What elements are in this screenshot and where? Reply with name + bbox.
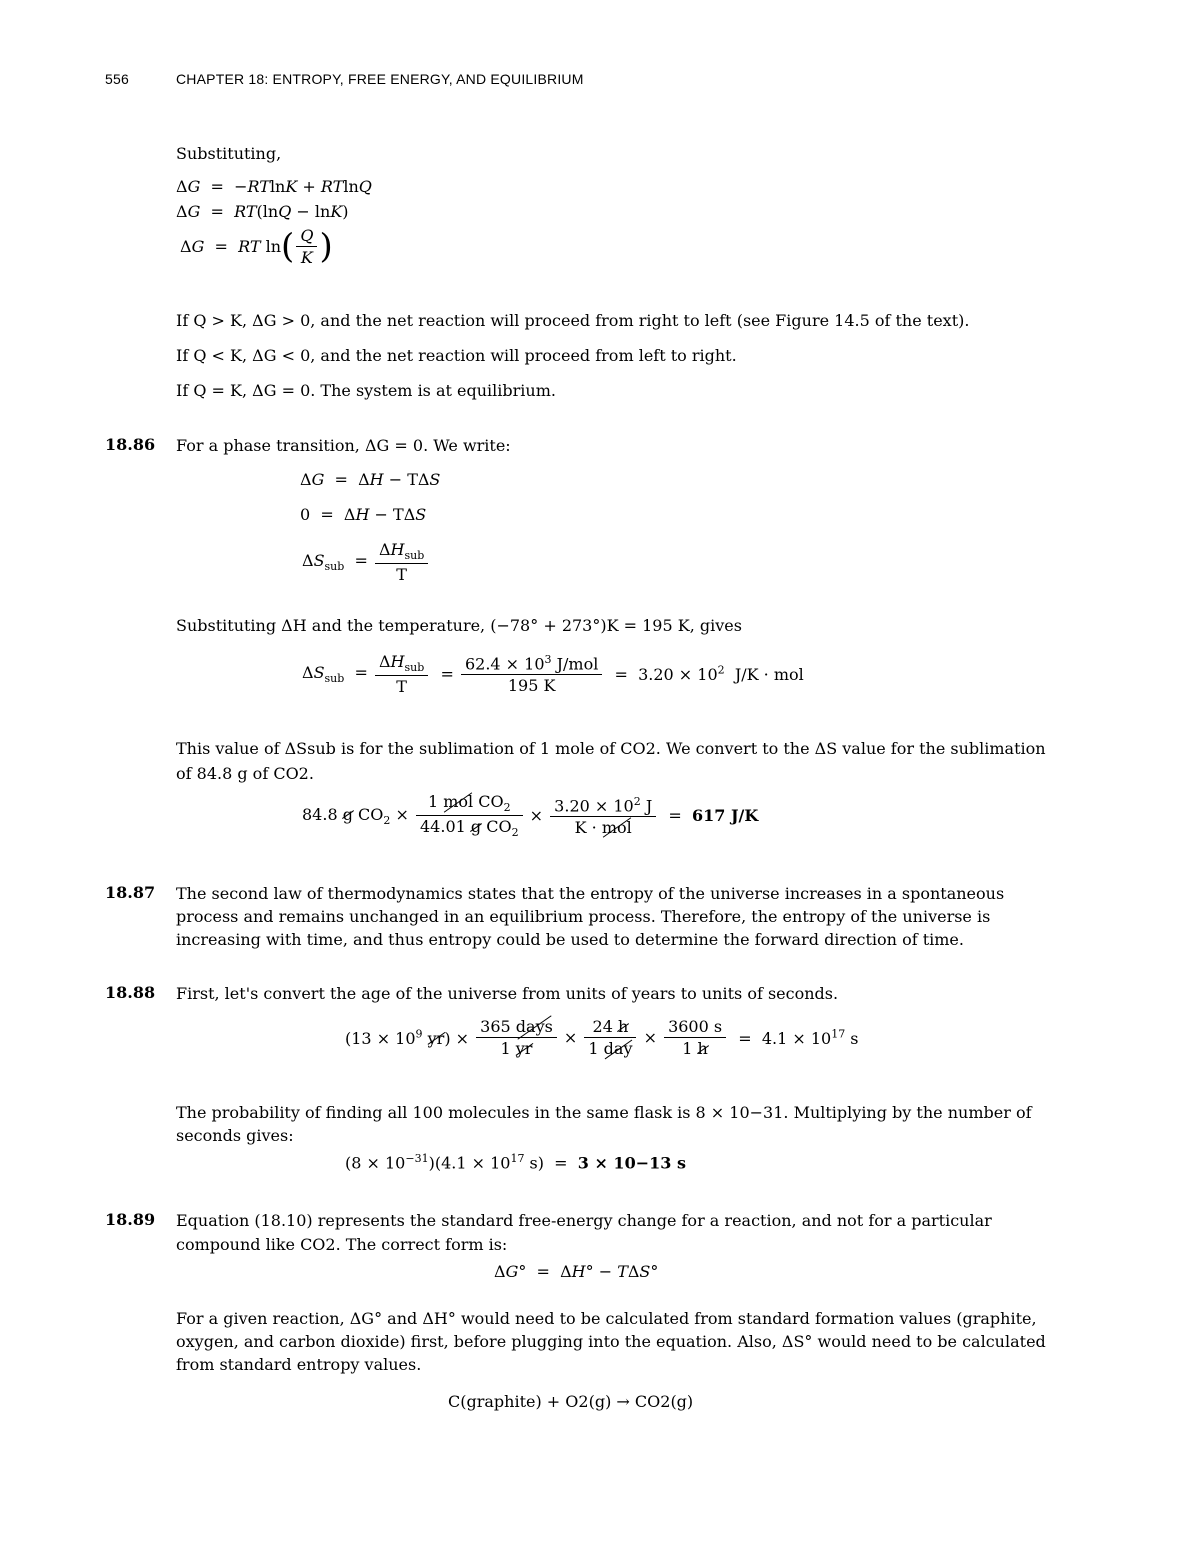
age-conversion-text: First, let's convert the age of the universe from units of years to units of seconds.: [176, 984, 839, 1003]
value-note-line2: of 84.8 g of CO2.: [176, 764, 314, 783]
answer-1886: 617 J/K: [691, 806, 759, 826]
probability-text: The probability of finding all 100 molecules in the same flask is 8 × 10−31. Multiplying by the number of seconds gives:: [176, 1103, 1032, 1145]
problem-number-1887: 18.87: [105, 883, 156, 902]
equation-zero: 0 = ΔH − TΔS: [300, 505, 427, 524]
equation-standard-free-energy: ΔG° = ΔH° − TΔS°: [494, 1262, 659, 1281]
condition-q-less: If Q < K, ΔG < 0, and the net reaction will proceed from left to right.: [176, 346, 737, 365]
second-law-text: The second law of thermodynamics states that the entropy of the universe increases in a spontaneous process and remains unchanged in an equilibrium process. Therefore, the entropy of the universe is increasing with time, and thus entropy could be used to determine the forward direction of time.: [176, 884, 1005, 949]
equation-1810-text: Equation (18.10) represents the standard free-energy change for a reaction, and not for a particular compound like CO2. The correct form is:: [176, 1211, 992, 1254]
equation-dssub: $\Delta S_{sub}$ = $\frac{\Delta H_{sub}}{T}$: [302, 540, 430, 584]
condition-q-greater: If Q > K, ΔG > 0, and the net reaction will proceed from right to left (see Figure 14.5 of the text).: [176, 311, 970, 330]
equation-dg-3: ΔG = RT ln( $\frac{Q}{K}$ ): [180, 226, 333, 267]
equation-dssub-value: $\Delta S_{sub}$ = $\frac{\Delta H_{sub}}{T}$ = $\frac{62.4 \times 10^3 J/mol}{195 K}$ = $3.20 \times 10^2$ J/K · mol: [302, 652, 804, 697]
equation-conversion-co2: 84.8 g $CO_2$ × $\frac{1 mol CO_2}{44.01 g CO_2}$ × $\frac{3.20 \times 10^2 J}{\text{K · mol}}$ = 617 J/K: [302, 792, 759, 840]
chapter-title: CHAPTER 18: ENTROPY, FREE ENERGY, AND EQUILIBRIUM: [176, 71, 584, 87]
given-reaction-text: For a given reaction, ΔG° and ΔH° would need to be calculated from standard formation values (graphite, oxygen, and carbon dioxide) first, before plugging into the equation. Also, ΔS° would need to be calculated from standard entropy values.: [176, 1309, 1046, 1374]
substituting-temperature-text: Substituting ΔH and the temperature, (−78° + 273°)K = 195 K, gives: [176, 616, 742, 635]
reaction-equation: C(graphite) + O2(g) → CO2(g): [448, 1392, 694, 1411]
problem-number-1889: 18.89: [105, 1210, 156, 1229]
condition-q-equal: If Q = K, ΔG = 0. The system is at equilibrium.: [176, 381, 556, 400]
phase-transition-text: For a phase transition, ΔG = 0. We write:: [176, 436, 511, 455]
problem-number-1888: 18.88: [105, 983, 156, 1002]
equation-gibbs: ΔG = ΔH − TΔS: [300, 470, 441, 489]
value-note-line1: This value of ΔSsub is for the sublimation of 1 mole of CO2. We convert to the ΔS value for the sublimation: [176, 739, 1046, 758]
equation-age-seconds: ($13 \times 10^9$ yr) × $\frac{\text{365 days}}{1 yr}$ × $\frac{24 h}{\text{1 day}}$ × $\frac{3600 s}{1 h}$ = $4.1 \times 10^{17}$ s: [345, 1017, 859, 1058]
equation-probability: $(8 \times 10^{-31})(4.1 \times 10^{17}$ s) = 3 × 10−13 s: [345, 1152, 686, 1173]
answer-1888: 3 × 10−13 s: [577, 1153, 686, 1173]
equation-dg-1: ΔG = −RTlnK + RTlnQ: [176, 177, 372, 196]
page-number: 556: [105, 71, 129, 87]
equation-dg-2: ΔG = RT(lnQ − lnK): [176, 202, 349, 221]
substituting-text: Substituting,: [176, 144, 282, 163]
problem-number-1886: 18.86: [105, 435, 156, 454]
